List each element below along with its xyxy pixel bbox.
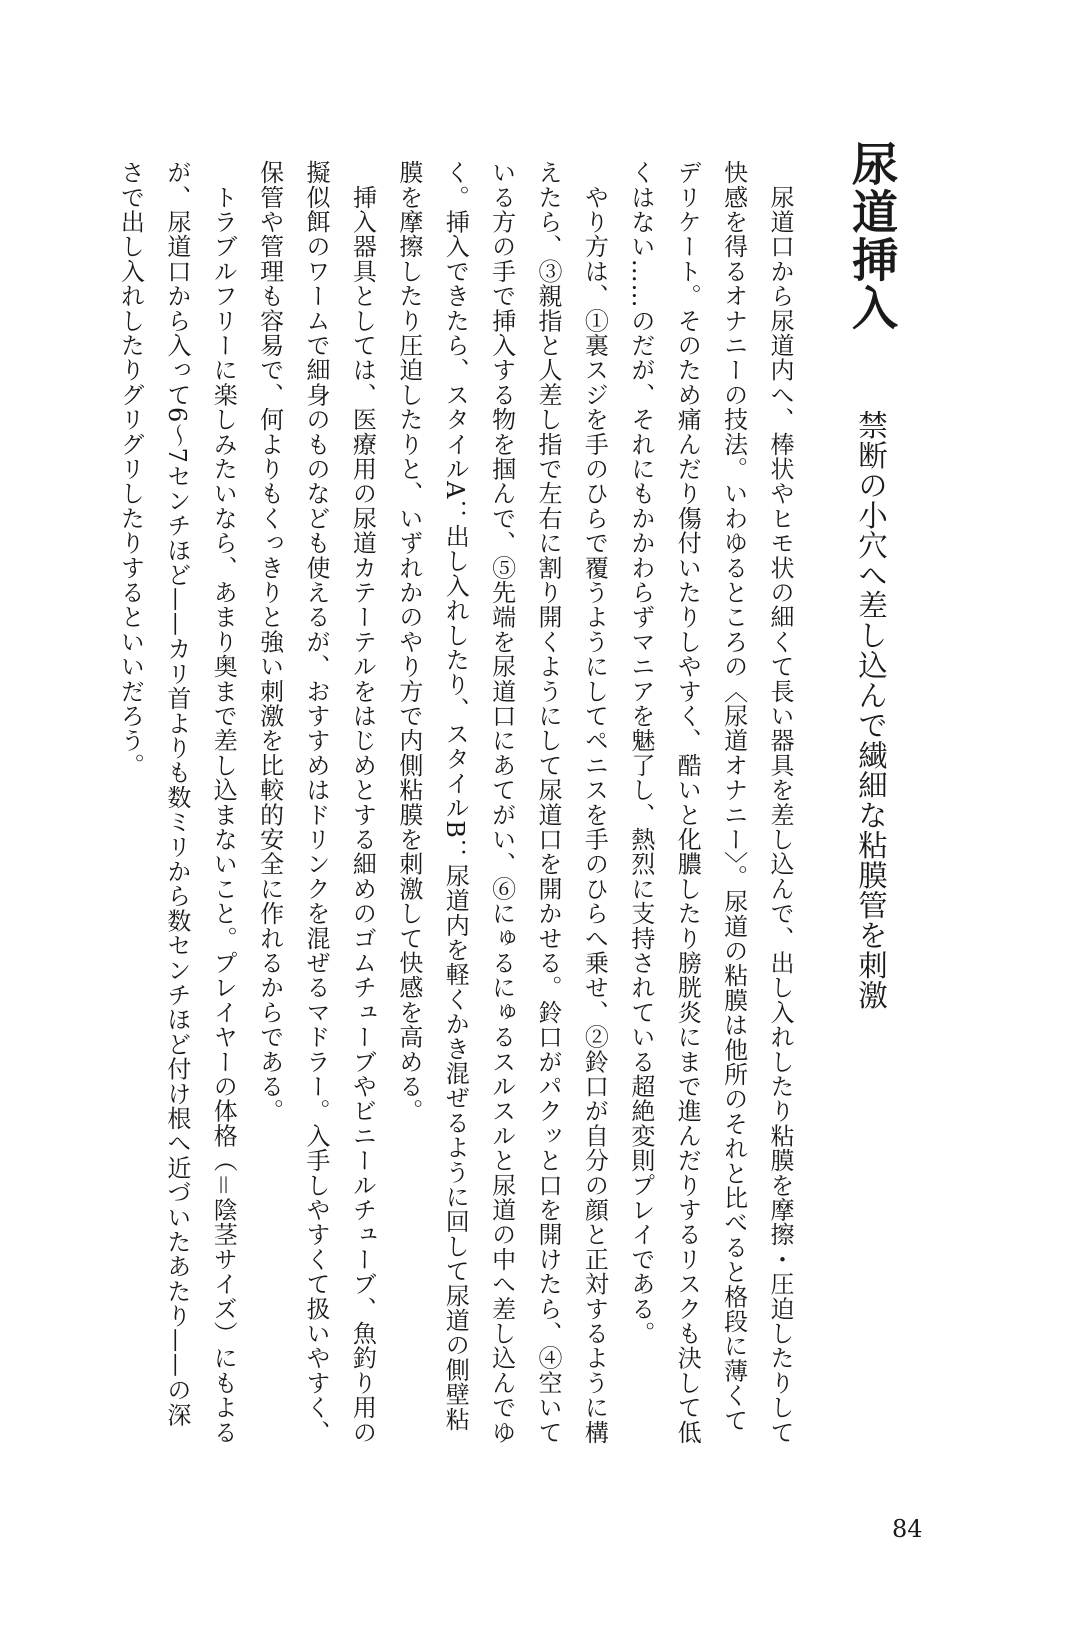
page-number: 84 (892, 1515, 923, 1543)
text-column: 尿道口から尿道内へ、棒状やヒモ状の細くて長い器具を差し込んで、出し入れしたり粘膜を摩擦・圧迫したりして (766, 160, 794, 1445)
text-column: いる方の手で挿入する物を掴んで、⑤先端を尿道口にあてがい、⑥にゅるにゅるスルスルと尿道の中へ差し込んでゆ (487, 160, 516, 1445)
text-column: えたら、③親指と人差し指で左右に割り開くようにして尿道口を開かせる。鈴口がパクッと口を開けたら、④空いて (534, 160, 562, 1445)
text-column: が、尿道口から入って6～7センチほど——カリ首よりも数ミリから数センチほど付け根へ近づいたあたり——の深 (162, 160, 191, 1427)
text-column: デリケート。そのため痛んだり傷付いたりしやすく、酷いと化膿したり膀胱炎にまで進んだりするリスクも決して低 (673, 160, 702, 1445)
text-column: 膜を摩擦したり圧迫したりと、いずれかのやり方で内側粘膜を刺激して快感を高める。 (394, 160, 423, 1124)
text-column: やり方は、①裏スジを手のひらで覆うようにしてペニスを手のひらへ乗せ、②鈴口が自分の顔と正対するように構 (580, 160, 609, 1445)
section-subtitle: 禁断の小穴へ差し込んで繊細な粘膜管を刺激 (854, 410, 888, 1010)
section-title: 尿道挿入 (845, 140, 899, 332)
text-column: く。挿入できたら、スタイルA：出し入れしたり、スタイルB：尿道内を軽くかき混ぜるように回して尿道の側壁粘 (441, 160, 470, 1432)
text-column: 保管や管理も容易で、何よりもくっきりと強い刺激を比較的安全に作れるからである。 (255, 160, 284, 1124)
text-column: 快感を得るオナニーの技法。いわゆるところの〈尿道オナニー〉。尿道の粘膜は他所のそれと比べると格段に薄くて (719, 160, 748, 1433)
text-column: 挿入器具としては、医療用の尿道カテーテルをはじめとする細めのゴムチューブやビニールチューブ、魚釣り用の (348, 160, 377, 1445)
text-column: 擬似餌のワームで細身のものなども使えるが、おすすめはドリンクを混ぜるマドラー。入手しやすくて扱いやすく、 (302, 160, 330, 1445)
text-column: くはない……のだが、それにもかかわらずマニアを魅了し、熱烈に支持されている超絶変則プレイである。 (626, 160, 655, 1346)
text-column: トラブルフリーに楽しみたいなら、あまり奥まで差し込まないこと。プレイヤーの体格（＝陰茎サイズ）にもよる (209, 160, 238, 1445)
text-column: さで出し入れしたりグリグリしたりするといいだろう。 (116, 160, 145, 778)
